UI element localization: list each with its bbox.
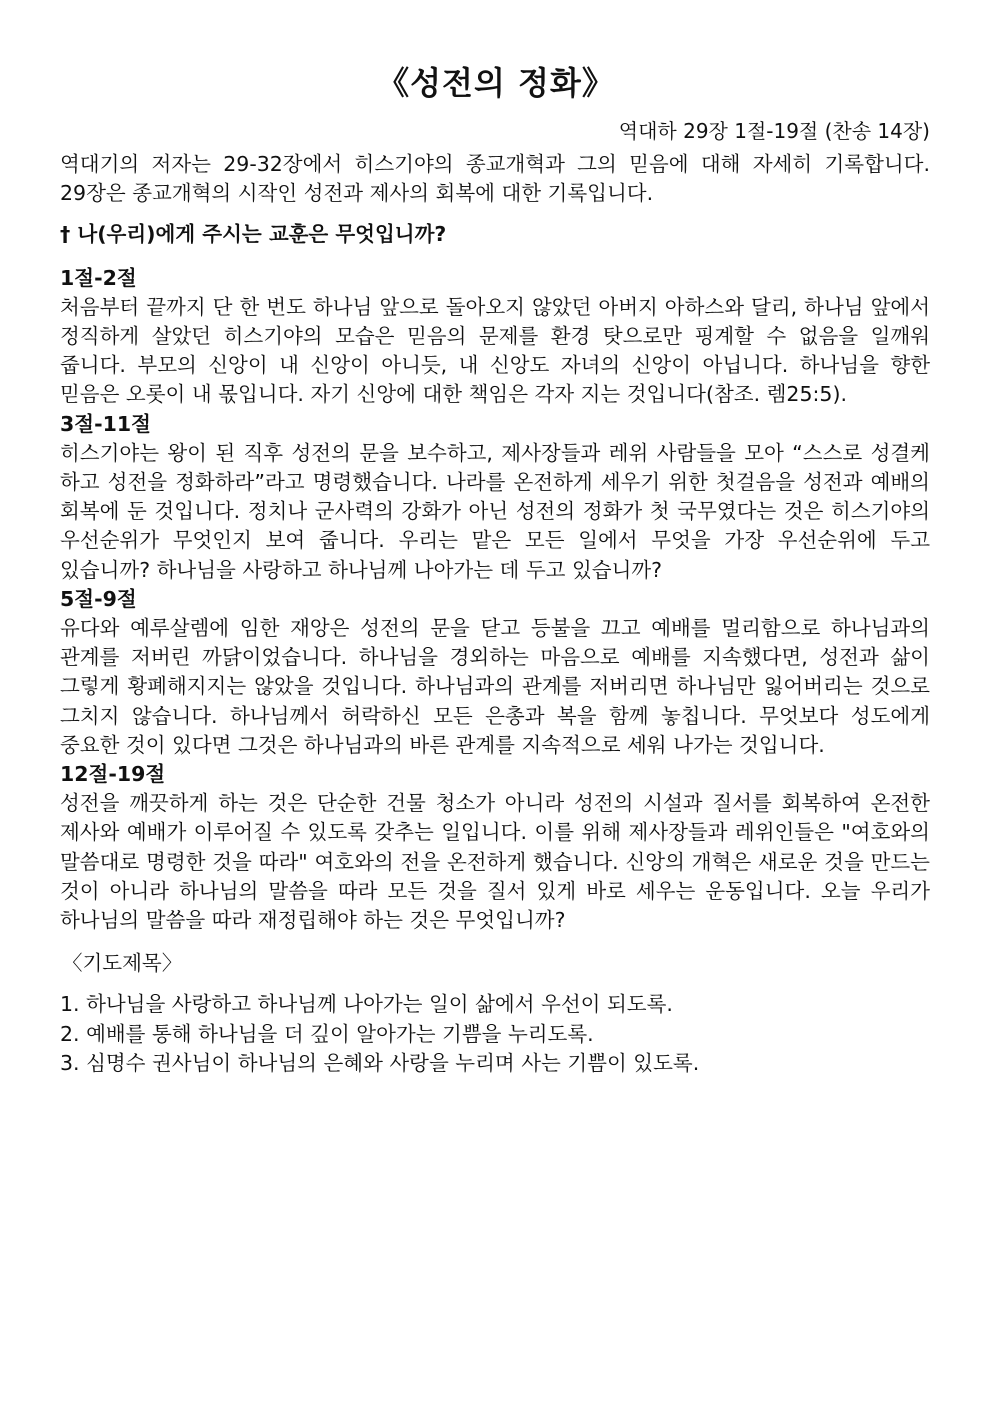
page-title: 《성전의 정화》 xyxy=(377,64,615,102)
section-text: 히스기야는 왕이 된 직후 성전의 문을 보수하고, 제사장들과 레위 사람들을 모아 “스스로 성결케 하고 성전을 정화하라”라고 명령했습니다. 나라를 온전하게 세우기 위한 첫걸음을 성전과 예배의 회복에 둔 것입니다. 정치나 군사력의 강화가 아닌 성전의 정화가 첫 국무였다는 것은 히스기야의 우선순위가 무엇인지 보여 줍니다. 우리는 맡은 모든 일에서 무엇을 가장 우선순위에 두고 있습니까? 하나님을 사랑하고 하나님께 나아가는 데 두고 있습니까? xyxy=(60,440,930,582)
section-text: 유다와 예루살렘에 임한 재앙은 성전의 문을 닫고 등불을 끄고 예배를 멀리함으로 하나님과의 관계를 저버린 까닭이었습니다. 하나님을 경외하는 마음으로 예배를 지속했다면, 성전과 삶이 그렇게 황폐해지지는 않았을 것입니다. 하나님과의 관계를 저버리면 하나님만 잃어버리는 것으로 그치지 않습니다. 하나님께서 허락하신 모든 은총과 복을 함께 놓칩니다. 무엇보다 성도에게 중요한 것이 있다면 그것은 하나님과의 바른 관계를 지속적으로 세워 나가는 것입니다. xyxy=(60,616,930,757)
prayer-heading: 〈기도제목〉 xyxy=(62,951,183,976)
section-text: 성전을 깨끗하게 하는 것은 단순한 건물 청소가 아니라 성전의 시설과 질서를 회복하여 온전한 제사와 예배가 이루어질 수 있도록 갖추는 일입니다. 이를 위해 제사장들과 레위인들은 "여호와의 말씀대로 명령한 것을 따라" 여호와의 전을 온전하게 했습니다. 신앙의 개혁은 새로운 것을 만드는 것이 아니라 하나님의 말씀을 따라 모든 것을 질서 있게 바로 세우는 운동입니다. 오늘 우리가 하나님의 말씀을 따라 재정립해야 하는 것은 무엇입니까? xyxy=(60,791,930,933)
section-4 xyxy=(60,760,930,935)
prayer-list xyxy=(60,990,930,1078)
prayer-item: 1. 하나님을 사랑하고 하나님께 나아가는 일이 삶에서 우선이 되도록. xyxy=(60,992,673,1017)
scripture-reference: 역대하 29장 1절-19절 (찬송 14장) xyxy=(618,119,930,143)
section-1 xyxy=(60,264,930,410)
intro-paragraph: 역대기의 저자는 29-32장에서 히스기야의 종교개혁과 그의 믿음에 대해 자세히 기록합니다. 29장은 종교개혁의 시작인 성전과 제사의 회복에 대한 기록입니다. xyxy=(60,152,930,206)
section-2 xyxy=(60,410,930,585)
prayer-item: 2. 예배를 통해 하나님을 더 깊이 알아가는 기쁨을 누리도록. xyxy=(60,1021,594,1046)
section-heading: 3절-11절 xyxy=(60,411,151,436)
section-text: 처음부터 끝까지 단 한 번도 하나님 앞으로 돌아오지 않았던 아버지 아하스와 달리, 하나님 앞에서 정직하게 살았던 히스기야의 모습은 믿음의 문제를 환경 탓으로만 핑계할 수 없음을 일깨워 줍니다. 부모의 신앙이 내 신앙이 아니듯, 내 신앙도 자녀의 신앙이 아닙니다. 하나님을 향한 믿음은 오롯이 내 몫입니다. 자기 신앙에 대한 책임은 각자 지는 것입니다(참조. 렘25:5). xyxy=(60,294,930,407)
section-heading: 12절-19절 xyxy=(60,762,166,787)
section-heading: 5절-9절 xyxy=(60,586,137,611)
section-heading: 1절-2절 xyxy=(60,265,137,290)
document-body xyxy=(60,150,930,1078)
prayer-item: 3. 심명수 권사님이 하나님의 은혜와 사랑을 누리며 사는 기쁨이 있도록. xyxy=(60,1050,700,1075)
section-3 xyxy=(60,585,930,760)
lesson-question: † 나(우리)에게 주시는 교훈은 무엇입니까? xyxy=(60,222,447,247)
